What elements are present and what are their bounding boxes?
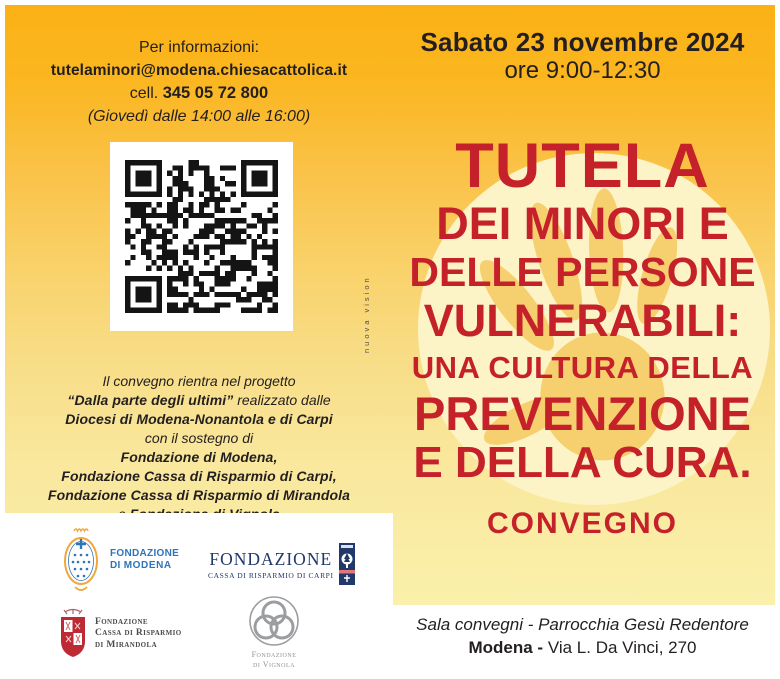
venue-address: Modena - Via L. Da Vinci, 270	[468, 638, 697, 657]
contact-phone	[5, 82, 393, 105]
event-datetime	[390, 28, 775, 84]
mirandola-logo-text: Fondazione Cassa di Risparmio di Mirandola	[95, 616, 182, 650]
project-line: Il convegno rientra nel progetto	[102, 373, 296, 389]
event-date: Sabato 23 novembre 2024	[420, 27, 745, 57]
title-line: PREVENZIONE	[414, 387, 751, 440]
logo-fondazione-mirandola	[58, 608, 182, 660]
project-line: Fondazione Cassa di Risparmio di Mirandola	[47, 487, 351, 503]
logo-fondazione-carpi	[208, 543, 355, 585]
event-type-label: CONVEGNO	[486, 507, 679, 540]
vignola-logo-text: Fondazione di Vignola	[251, 650, 297, 669]
qr-code-image	[125, 160, 278, 313]
carpi-emblem-icon	[339, 543, 355, 585]
carpi-logo-text: FONDAZIONE CASSA DI RISPARMIO DI CARPI	[208, 548, 334, 580]
right-panel	[390, 5, 775, 679]
design-credit: nuova vision	[362, 275, 371, 353]
project-line: Fondazione di Modena,	[120, 449, 278, 465]
project-line: Diocesi di Modena-Nonantola e di Carpi	[65, 411, 333, 427]
project-line: “Dalla parte degli ultimi” realizzato dalle	[67, 392, 331, 408]
contact-email: tutelaminori@modena.chiesacattolica.it	[50, 62, 348, 79]
project-line: con il sostegno di	[144, 430, 254, 446]
title-line: TUTELA	[455, 131, 710, 201]
venue-name: Sala convegni - Parrocchia Gesù Redentore	[416, 615, 749, 634]
venue-block	[390, 613, 775, 659]
project-credits	[5, 372, 393, 524]
contact-hours: (Giovedì dalle 14:00 alle 16:00)	[87, 108, 311, 125]
event-time: ore 9:00-12:30	[504, 57, 661, 84]
modena-crest-icon	[60, 525, 102, 595]
event-title	[390, 133, 775, 487]
title-line: DEI MINORI E	[436, 198, 729, 249]
project-line: Fondazione Cassa di Risparmio di Carpi,	[61, 468, 337, 484]
title-line: DELLE PERSONE	[409, 249, 756, 295]
qr-code	[110, 142, 293, 331]
title-line: E DELLA CURA.	[413, 438, 752, 487]
modena-logo-text: FONDAZIONE DI MODENA	[110, 548, 180, 571]
vignola-knot-icon	[248, 595, 300, 647]
logo-fondazione-modena	[60, 525, 179, 595]
phone-number: 345 05 72 800	[162, 84, 269, 102]
sponsor-logos	[0, 513, 393, 679]
info-label: Per informazioni:	[138, 39, 260, 56]
mirandola-crest-icon	[58, 608, 88, 660]
title-line: VULNERABILI:	[423, 295, 742, 346]
phone-prefix: cell.	[129, 85, 159, 102]
contact-info-block	[5, 36, 393, 128]
title-line: UNA CULTURA DELLA	[411, 350, 754, 385]
logo-fondazione-vignola	[238, 595, 310, 669]
left-panel	[5, 5, 393, 679]
